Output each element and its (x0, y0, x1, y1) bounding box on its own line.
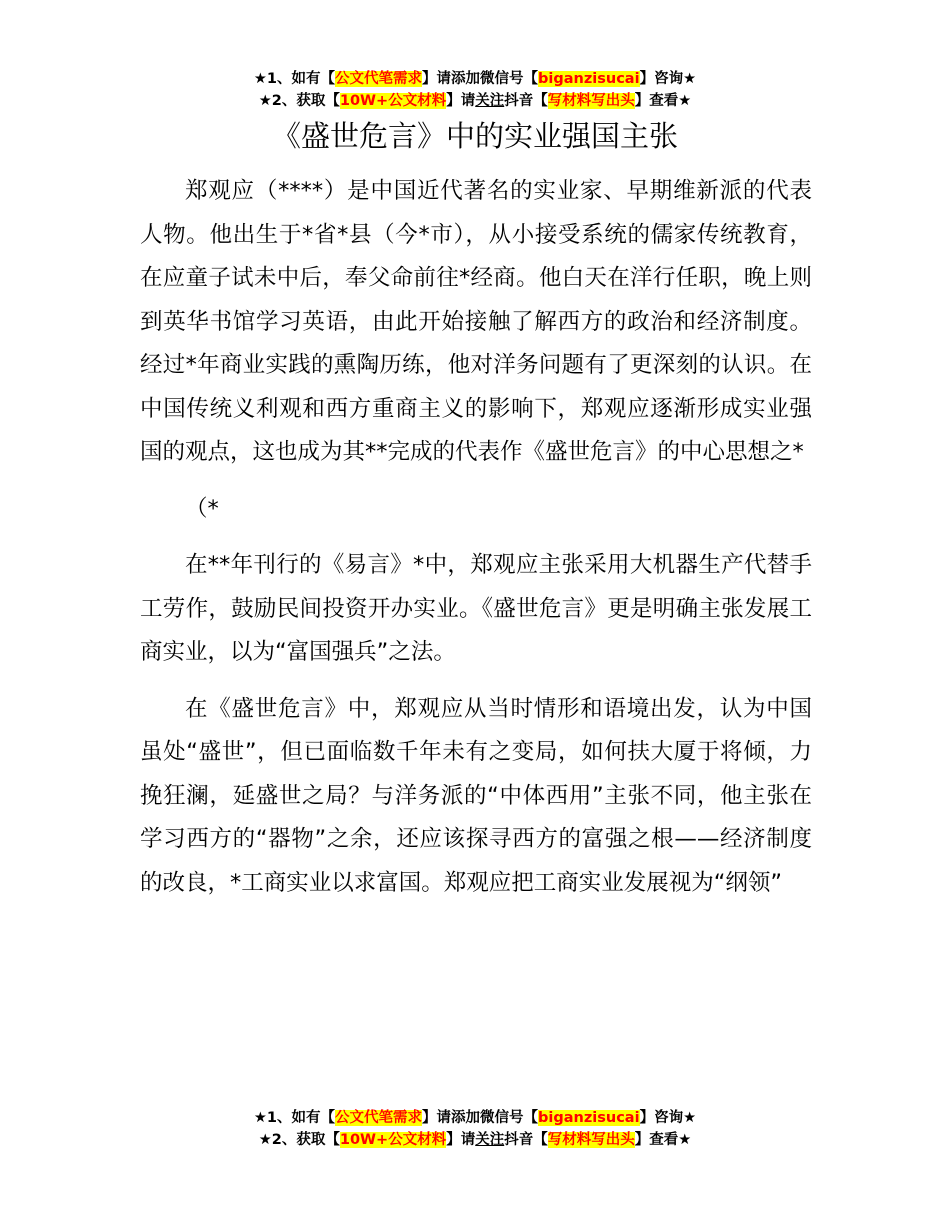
paragraph-yiyan: 在**年刊行的《易言》*中，郑观应主张采用大机器生产代替手工劳作，鼓励民间投资开办实业。《盛世危言》更是明确主张发展工商实业，以为“富国强兵”之法。 (140, 552, 812, 665)
document-title: 《盛世危言》中的实业强国主张 (271, 119, 678, 153)
banner-highlight-materials: 10W+公文材料 (339, 1132, 447, 1148)
banner-text: 】咨询★ (639, 71, 697, 87)
banner-text: 】咨询★ (639, 1110, 697, 1126)
banner-text: 】查看★ (634, 1132, 692, 1148)
banner-highlight-douyin: 写材料写出头 (547, 93, 635, 109)
banner-underlined-follow: 关注 (475, 93, 505, 109)
banner-text: 】请 (446, 93, 476, 109)
banner-text: 】请添加微信号【 (422, 1110, 539, 1126)
banner-text: ★1、如有【 (253, 71, 336, 87)
banner-highlight-ghostwriting: 公文代笔需求 (335, 1110, 423, 1126)
banner-text: 抖音【 (504, 1132, 548, 1148)
banner-line-1 (0, 1107, 950, 1129)
banner-line-2 (0, 90, 950, 112)
banner-text: 抖音【 (504, 93, 548, 109)
banner-text: 】请 (446, 1132, 476, 1148)
banner-underlined-follow: 关注 (475, 1132, 505, 1148)
banner-text: 】查看★ (634, 93, 692, 109)
paragraph-shengshi: 在《盛世危言》中，郑观应从当时情形和语境出发，认为中国虽处“盛世”，但已面临数千年未有之变局，如何扶大厦于将倾，力挽狂澜，延盛世之局？与洋务派的“中体西用”主张不同，他主张在学习西方的“器物”之余，还应该探寻西方的富强之根——经济制度的改良，*工商实业以求富国。郑观应把工商实业发展视为“纲领” (140, 695, 812, 896)
banner-highlight-ghostwriting: 公文代笔需求 (335, 71, 423, 87)
footer-banner (0, 1107, 950, 1151)
banner-highlight-wechat-id: biganzisucai (538, 71, 640, 87)
banner-highlight-materials: 10W+公文材料 (339, 93, 447, 109)
banner-text: 】请添加微信号【 (422, 71, 539, 87)
header-banner (0, 68, 950, 112)
banner-line-2 (0, 1129, 950, 1151)
banner-text: ★1、如有【 (253, 1110, 336, 1126)
document-body (140, 170, 812, 918)
banner-text: ★2、获取【 (258, 93, 340, 109)
banner-text: ★2、获取【 (258, 1132, 340, 1148)
banner-line-1 (0, 68, 950, 90)
paragraph-note: （* (185, 495, 219, 522)
paragraph-intro: 郑观应（****）是中国近代著名的实业家、早期维新派的代表人物。他出生于*省*县（今*市），从小接受系统的儒家传统教育，在应童子试未中后，奉父命前往*经商。他白天在洋行任职，晚上则到英华书馆学习英语，由此开始接触了解西方的政治和经济制度。经过*年商业实践的熏陶历练，他对洋务问题有了更深刻的认识。在中国传统义利观和西方重商主义的影响下，郑观应逐渐形成实业强国的观点，这也成为其**完成的代表作《盛世危言》的中心思想之* (140, 178, 812, 465)
banner-highlight-wechat-id: biganzisucai (538, 1110, 640, 1126)
banner-highlight-douyin: 写材料写出头 (547, 1132, 635, 1148)
